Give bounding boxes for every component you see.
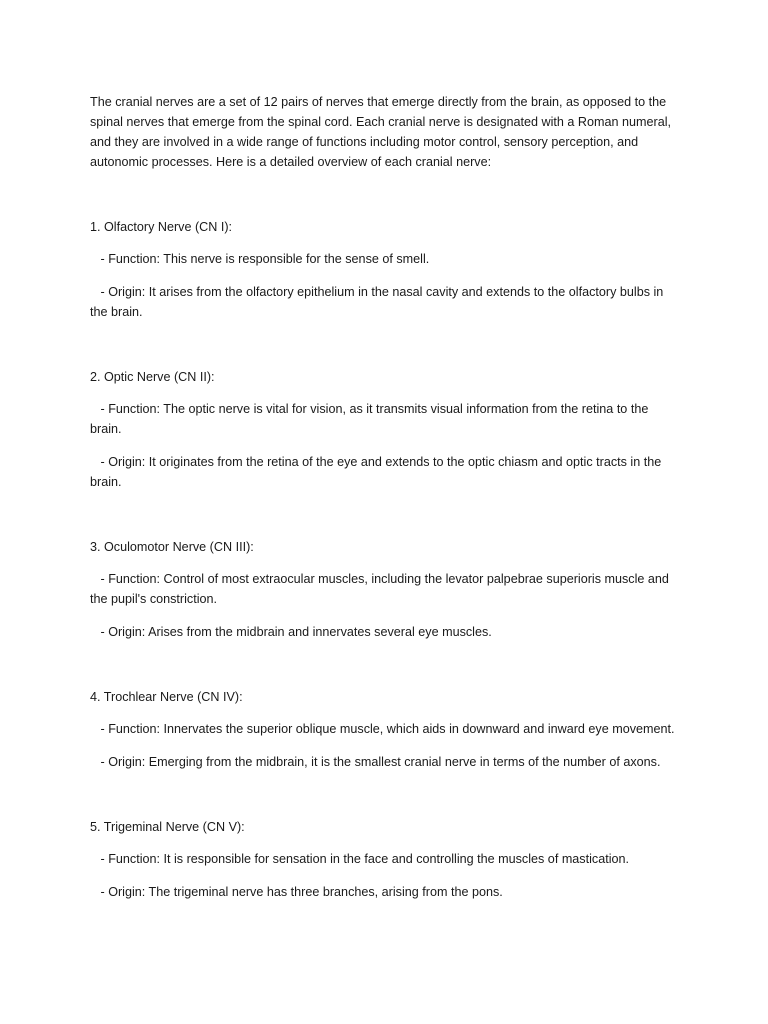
nerve-function: - Function: Innervates the superior oblique muscle, which aids in downward and inward eye movement. — [90, 722, 675, 736]
nerve-origin: - Origin: It arises from the olfactory epithelium in the nasal cavity and extends to the olfactory bulbs in the brain. — [90, 285, 667, 319]
nerve-section — [90, 537, 680, 642]
nerve-function: - Function: It is responsible for sensation in the face and controlling the muscles of mastication. — [90, 852, 630, 866]
nerve-function: - Function: Control of most extraocular muscles, including the levator palpebrae superioris muscle and the pupil's constriction. — [90, 572, 673, 606]
nerve-origin: - Origin: Arises from the midbrain and innervates several eye muscles. — [90, 625, 492, 639]
nerve-heading: 2. Optic Nerve (CN II): — [90, 370, 215, 384]
nerve-section — [90, 687, 680, 772]
nerve-origin: - Origin: The trigeminal nerve has three branches, arising from the pons. — [90, 885, 503, 899]
nerve-section — [90, 817, 680, 902]
nerve-origin: - Origin: Emerging from the midbrain, it is the smallest cranial nerve in terms of the number of axons. — [90, 755, 661, 769]
nerve-heading: 4. Trochlear Nerve (CN IV): — [90, 690, 243, 704]
nerve-function: - Function: This nerve is responsible for the sense of smell. — [90, 252, 430, 266]
nerve-heading: 1. Olfactory Nerve (CN I): — [90, 220, 233, 234]
intro-paragraph: The cranial nerves are a set of 12 pairs of nerves that emerge directly from the brain, as opposed to the spinal nerves that emerge from the spinal cord. Each cranial nerve is designated with a Roman numeral, and they are involved in a wide range of functions including motor control, sensory perception, and autonomic processes. Here is a detailed overview of each cranial nerve: — [90, 95, 675, 169]
nerve-section — [90, 367, 680, 492]
nerve-origin: - Origin: It originates from the retina of the eye and extends to the optic chiasm and optic tracts in the brain. — [90, 455, 665, 489]
nerve-section — [90, 217, 680, 322]
nerve-heading: 5. Trigeminal Nerve (CN V): — [90, 820, 245, 834]
nerve-heading: 3. Oculomotor Nerve (CN III): — [90, 540, 254, 554]
nerve-function: - Function: The optic nerve is vital for vision, as it transmits visual information from the retina to the brain. — [90, 402, 652, 436]
document-body — [90, 92, 680, 947]
